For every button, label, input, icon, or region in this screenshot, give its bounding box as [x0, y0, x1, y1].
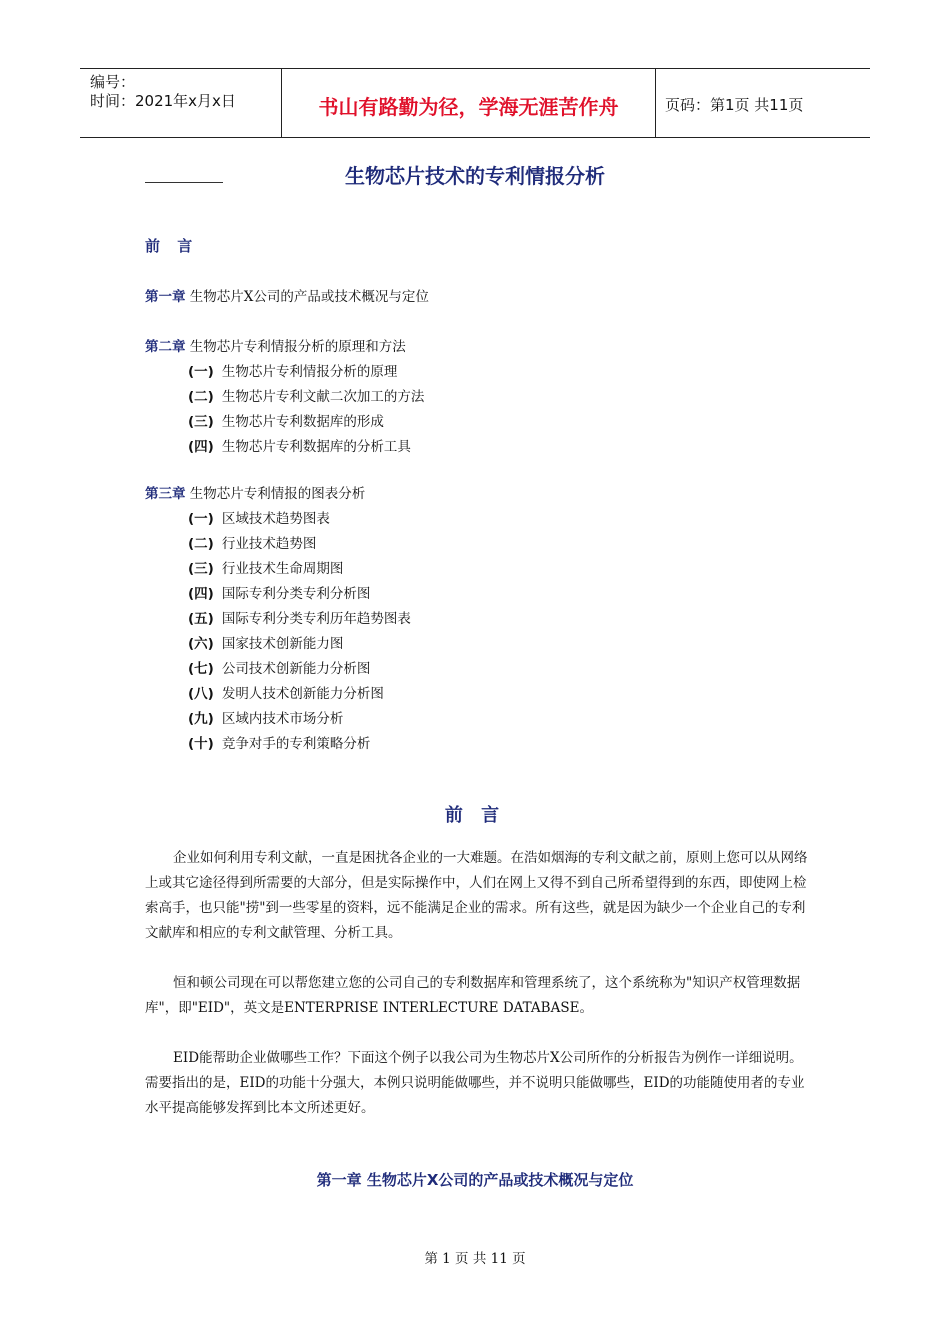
preface-paragraph: 企业如何利用专利文献，一直是困扰各企业的一大难题。在浩如烟海的专利文献之前，原则上您可以从网络上或其它途径得到所需要的大部分，但是实际操作中，人们在网上又得不到自己所希望得到的东西，即使网上检索高手，也只能"捞"到一些零星的资料，远不能满足企业的需求。所有这些，就是因为缺少一个企业自己的专利文献库和相应的专利文献管理、分析工具。: [145, 850, 808, 941]
header-motto-cell: [281, 69, 656, 137]
time-label: 时间：2021年x月x日: [90, 92, 236, 110]
toc-chapter-title: 生物芯片专利情报分析的原理和方法: [189, 339, 406, 355]
toc-preface: 前 言: [145, 237, 199, 255]
toc-chapter-title: 生物芯片专利情报的图表分析: [189, 486, 366, 502]
toc-item: (二) 生物芯片专利文献二次加工的方法: [188, 389, 425, 405]
number-label: 编号：: [90, 73, 136, 91]
toc-chapter-1: [145, 285, 429, 305]
page-footer: 第 1 页 共 11 页: [424, 1251, 526, 1267]
toc-item: (九) 区域内技术市场分析: [188, 711, 344, 727]
toc-item: (四) 国际专利分类专利分析图: [188, 586, 371, 602]
toc-chapter-label: 第一章: [145, 289, 186, 305]
toc-item: (一) 生物芯片专利情报分析的原理: [188, 364, 398, 380]
header-right-cell: [655, 69, 870, 137]
header-left-cell: [80, 69, 281, 137]
toc-chapter-2: [145, 335, 406, 355]
preface-paragraph: EID能帮助企业做哪些工作？下面这个例子以我公司为生物芯片X公司所作的分析报告为例作一详细说明。需要指出的是，EID的功能十分强大，本例只说明能做哪些，并不说明只能做哪些，EID的功能随使用者的专业水平提高能够发挥到比本文所述更好。: [145, 1050, 805, 1116]
toc-item: (一) 区域技术趋势图表: [188, 511, 330, 527]
toc-chapter-3: [145, 482, 365, 502]
toc-item: (八) 发明人技术创新能力分析图: [188, 686, 384, 702]
chapter-1-heading: 第一章 生物芯片X公司的产品或技术概况与定位: [316, 1171, 634, 1189]
toc-item: (二) 行业技术趋势图: [188, 536, 317, 552]
toc-item: (四) 生物芯片专利数据库的分析工具: [188, 439, 411, 455]
preface-heading: 前 言: [444, 805, 506, 826]
toc-chapter-title: 生物芯片X公司的产品或技术概况与定位: [189, 289, 429, 305]
toc-chapter-label: 第二章: [145, 339, 186, 355]
toc-chapter-label: 第三章: [145, 486, 186, 502]
toc-item: (五) 国际专利分类专利历年趋势图表: [188, 611, 411, 627]
page-info: 页码：第1页 共11页: [665, 96, 804, 114]
toc-item: (三) 生物芯片专利数据库的形成: [188, 414, 384, 430]
preface-paragraph: 恒和顿公司现在可以帮您建立您的公司自己的专利数据库和管理系统了，这个系统称为"知识产权管理数据库"，即"EID"，英文是ENTERPRISE INTERLECTURE DATABASE。: [145, 975, 801, 1016]
document-title: 生物芯片技术的专利情报分析: [345, 164, 605, 188]
page-header: [80, 68, 870, 138]
motto: 书山有路勤为径，学海无涯苦作舟: [318, 95, 619, 119]
toc-item: (三) 行业技术生命周期图: [188, 561, 344, 577]
toc-item: (十) 竞争对手的专利策略分析: [188, 736, 371, 752]
toc-item: (六) 国家技术创新能力图: [188, 636, 344, 652]
toc-item: (七) 公司技术创新能力分析图: [188, 661, 371, 677]
